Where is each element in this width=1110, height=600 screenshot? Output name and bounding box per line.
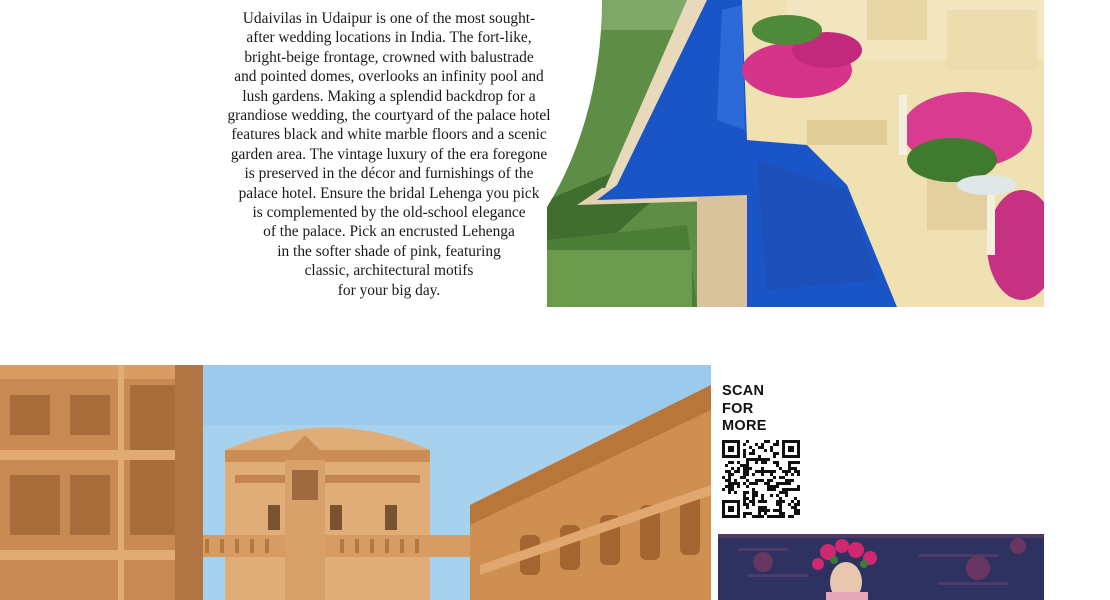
article-line: for your big day. — [337, 281, 441, 299]
article-line: and pointed domes, overlooks an infinity pool and — [234, 68, 544, 86]
article-line: classic, architectural motifs — [304, 262, 474, 280]
article-line: in the softer shade of pink, featuring — [277, 242, 501, 260]
scan-label-line: FOR — [722, 400, 754, 417]
article-line: grandiose wedding, the courtyard of the palace hotel — [227, 107, 551, 125]
palace-photo — [0, 365, 711, 600]
scan-label-line: SCAN — [722, 383, 765, 399]
article-line: is preserved in the décor and furnishings of the — [244, 165, 534, 183]
article-line: bright-beige frontage, crowned with balustrade — [244, 48, 534, 66]
scan-for-more-label — [722, 383, 802, 436]
article-line: lush gardens. Making a splendid backdrop for a — [242, 87, 536, 105]
article-line: after wedding locations in India. The fort-like, — [246, 29, 532, 47]
scan-label-line: MORE — [722, 418, 767, 434]
pool-photo — [547, 0, 1044, 307]
article-line: Udaivilas in Udaipur is one of the most sought- — [242, 10, 536, 27]
bride-photo — [718, 534, 1044, 600]
article-line: features black and white marble floors and a scenic — [231, 126, 547, 144]
article-body — [178, 0, 600, 300]
article-line: is complemented by the old-school elegance — [252, 204, 526, 222]
article-line-cut — [178, 0, 600, 9]
article-line: of the palace. Pick an encrusted Lehenga — [263, 223, 515, 241]
article-line: palace hotel. Ensure the bridal Lehenga you pick — [238, 184, 540, 202]
qr-code[interactable] — [722, 440, 800, 518]
article-line: garden area. The vintage luxury of the era foregone — [230, 145, 548, 163]
